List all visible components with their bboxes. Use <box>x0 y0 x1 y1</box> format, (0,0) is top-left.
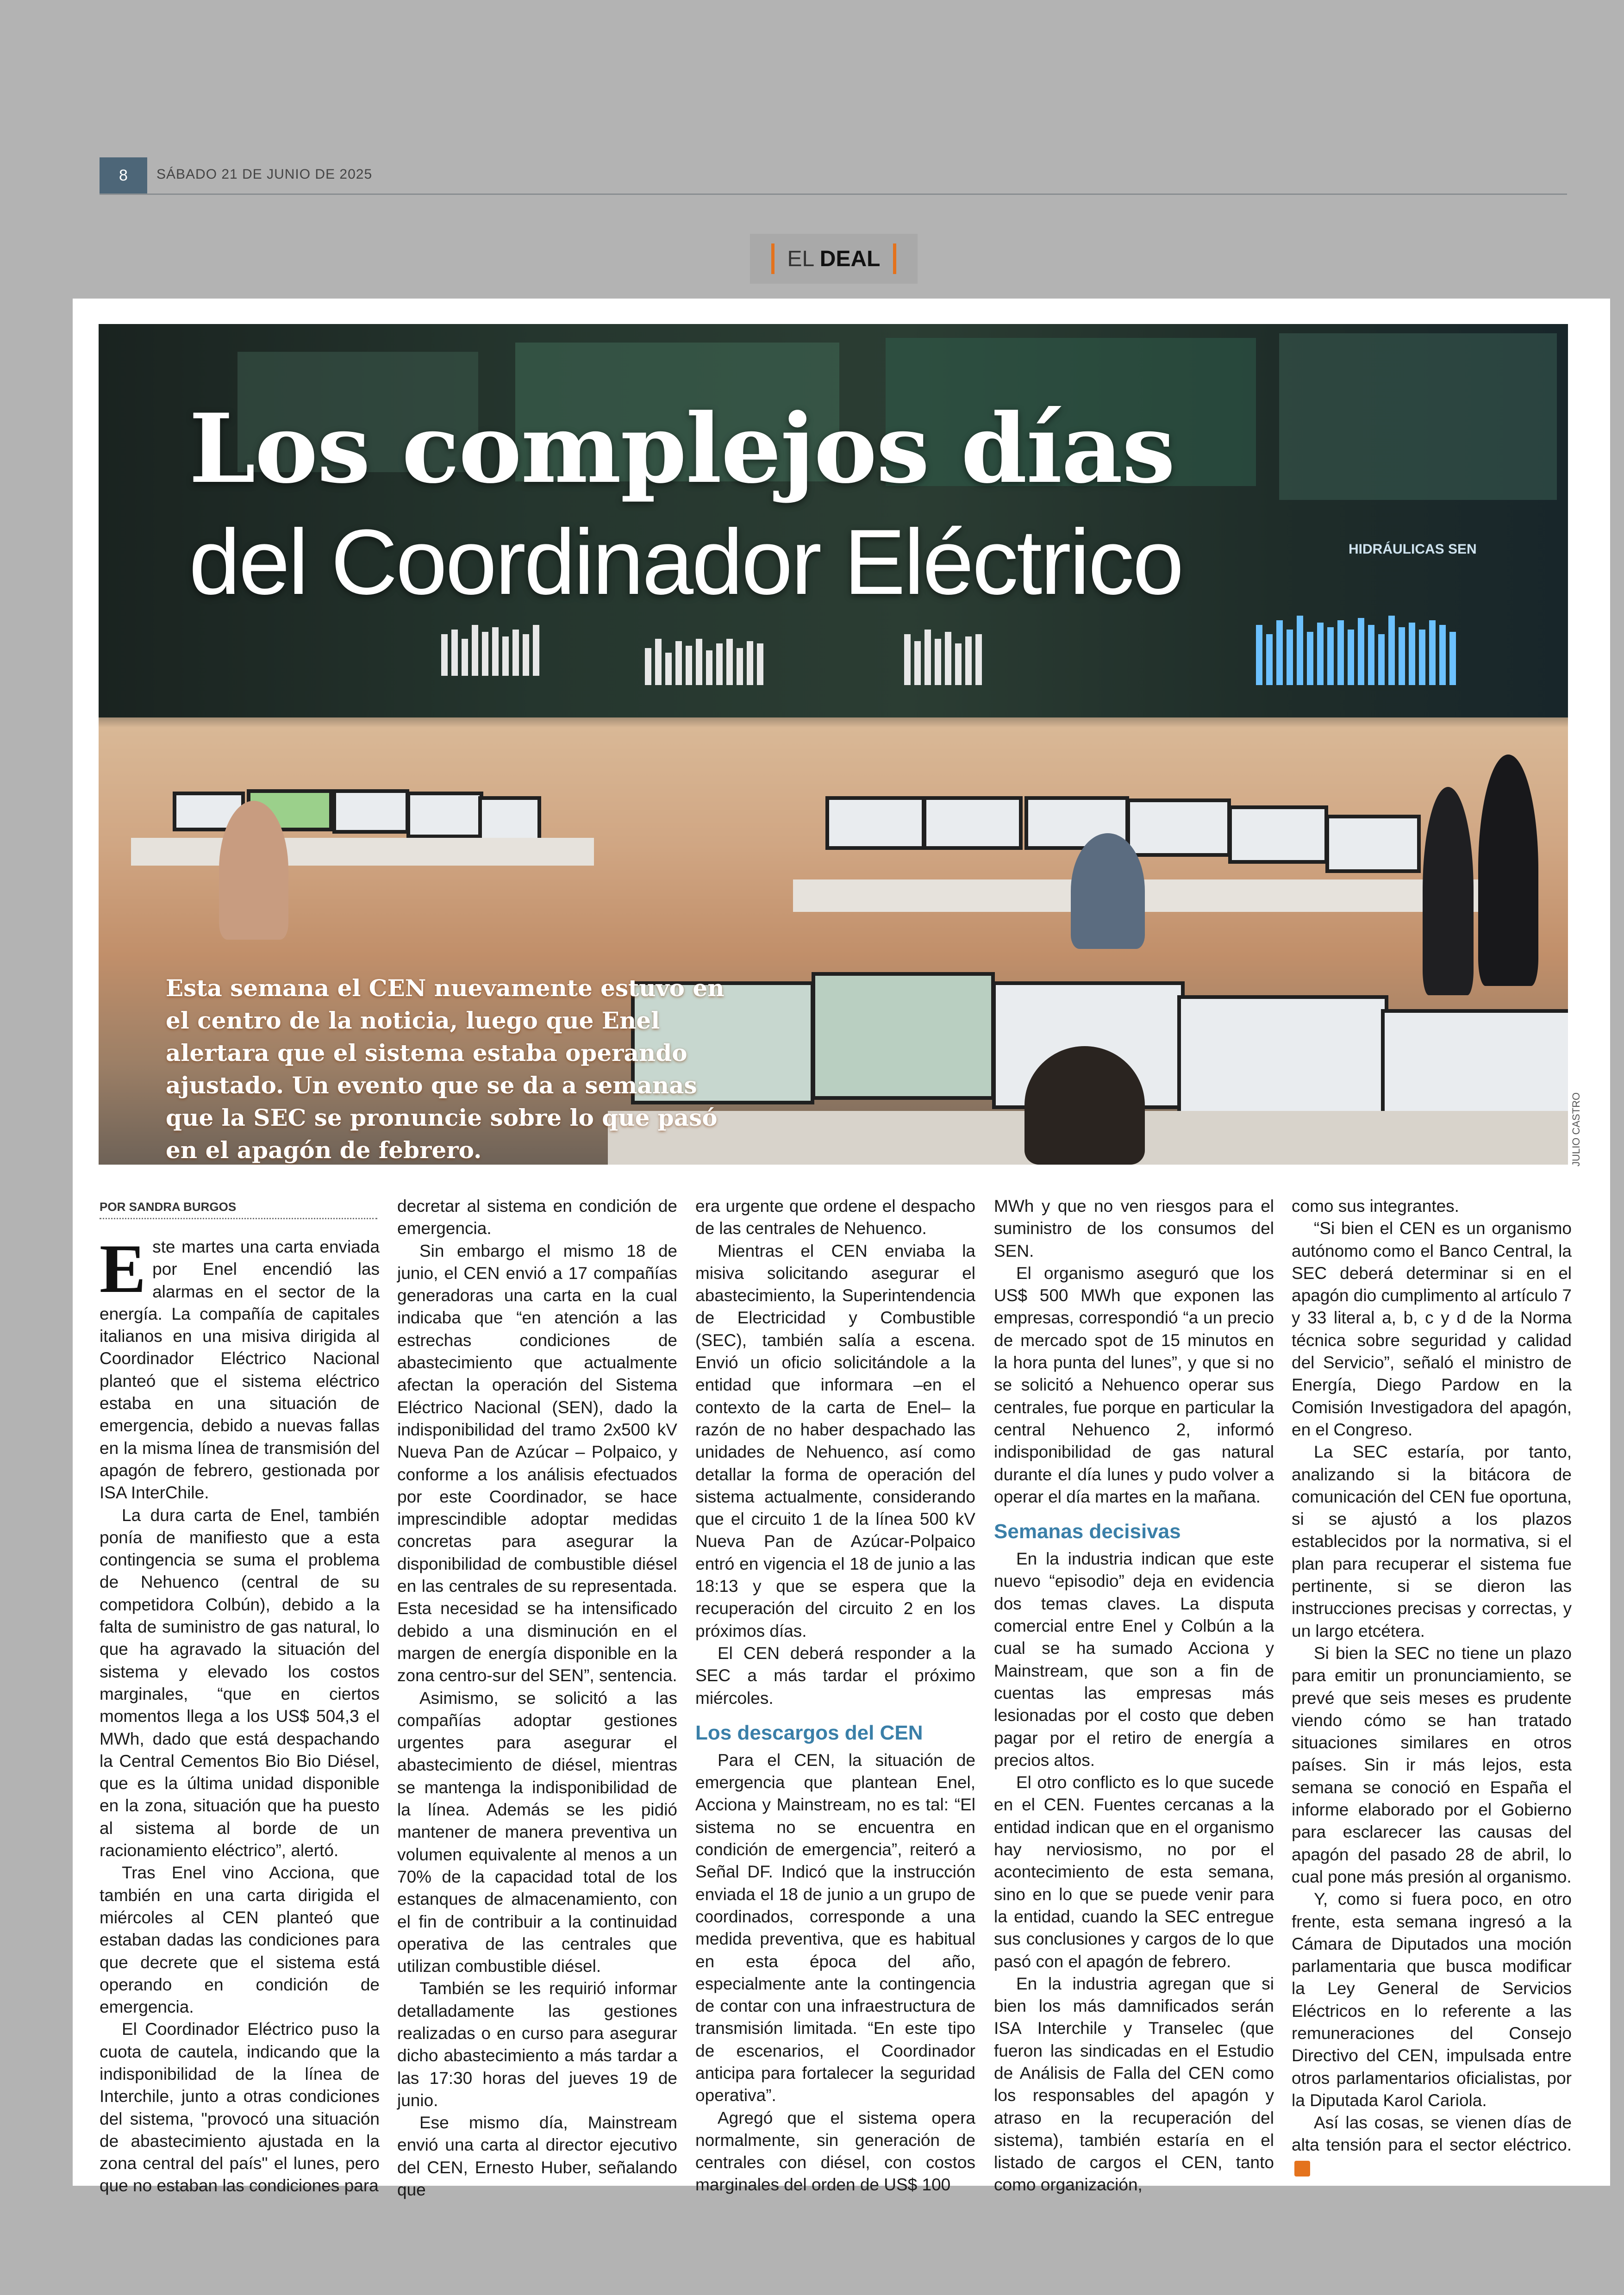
page-date: SÁBADO 21 DE JUNIO DE 2025 <box>156 167 373 182</box>
article-column-4 <box>994 1195 1274 2196</box>
paragraph: Así las cosas, se vienen días de alta tensión para el sector eléctrico. <box>1292 2112 1572 2179</box>
paragraph: “Si bien el CEN es un organismo autónomo como el Banco Central, la SEC deberá determinar si en el apagón dio cumplimento al artículo 7 y 33 literal a, b, c y d de la Norma técnica sobre seguridad y calidad del Servicio”, señaló el ministro de Energía, Diego Pardow en la Comisión Investigadora del apagón, en el Congreso. <box>1292 1219 1572 1439</box>
page-number: 8 <box>100 157 147 193</box>
paragraph: era urgente que ordene el despacho de las centrales de Nehuenco. <box>695 1197 975 1238</box>
paragraph: Este martes una carta enviada por Enel encendió las alarmas en el sector de la energía. La compañía de capitales italianos en una misiva dirigida al Coordinador Eléctrico Nacional planteó que el sistema eléctrico estaba en una situación de emergencia, debido a nuevas fallas en la misma línea de transmisión del apagón de febrero, gestionada por ISA InterChile. <box>100 1230 380 1503</box>
photo-credit: JULIO CASTRO <box>1570 1092 1582 1166</box>
section-label: EL DEAL <box>787 246 881 271</box>
paragraph: Sin embargo el mismo 18 de junio, el CEN envió a 17 compañías generadoras una carta en la cual indicaba que “en atención a las estrechas condiciones de abastecimiento que actualmente afectan la operación del Sistema Eléctrico Nacional (SEN), dado la indisponibilidad del tramo 2x500 kV Nueva Pan de Azúcar – Polpaico, y conforme a los análisis efectuados por este Coordinador, se hace imprescindible adoptar medidas concretas para asegurar la disponibilidad de combustible diésel en las centrales de su representada. Esta necesidad se ha intensificado debido a una disminución en el margen de energía disponible en la zona centro-sur del SEN”, sentencia. <box>397 1241 677 1685</box>
section-tag <box>750 234 918 284</box>
paragraph: El CEN deberá responder a la SEC a más tardar el próximo miércoles. <box>695 1643 975 1708</box>
subheading: Semanas decisivas <box>994 1520 1181 1543</box>
paragraph: Tras Enel vino Acciona, que también en una carta dirigida el miércoles al CEN planteó que estaban dadas las condiciones para que decrete que el sistema está operando en condición de emergencia. <box>100 1863 380 2017</box>
paragraph: También se les requirió informar detalladamente las gestiones realizadas o en curso para asegurar dicho abastecimiento a más tardar a las 17:30 horas del jueves 19 de junio. <box>397 1979 677 2110</box>
paragraph: Mientras el CEN enviaba la misiva solicitando asegurar el abastecimiento, la Superintendencia de Electricidad y Combustible (SEC), también salía a escena. Envió un oficio solicitándole a la entidad que informara –en el contexto de la carta de Enel– la razón de no haber despachado las unidades de Nehuenco, así como detallar la forma de operación del sistema actualmente, considerando que el circuito 1 de la línea 500 kV Nueva Pan de Azúcar-Polpaico entró en vigencia el 18 de junio a las 18:13 y que se espera que la recuperación del circuito 2 en los próximos días. <box>695 1241 975 1640</box>
paragraph: Si bien la SEC no tiene un plazo para emitir un pronunciamiento, se prevé que seis meses es prudente viendo cómo se han tratado situaciones similares en otros países. Sin ir más lejos, esta semana se conoció en España el informe elaborado por el Gobierno para esclarecer las causas del apagón del pasado 28 de abril, lo cual pone más presión al organismo. <box>1292 1643 1572 1886</box>
headline-line-2: del Coordinador Eléctrico <box>189 511 1182 614</box>
section-bar-right <box>893 243 896 274</box>
article-column-5 <box>1292 1195 1572 2179</box>
paragraph: La dura carta de Enel, también ponía de manifiesto que a esta contingencia se suma el problema de Nehuenco (central de su competidora Colbún), debido a la falta de suministro de gas natural, lo que ha agravado la situación del sistema y elevado los costos marginales, “que en ciertos momentos llega a los US$ 504,3 el MWh, dado que está despachando la Central Cementos Bio Bio Diésel, que es la última unidad disponible en la zona, situación que ha puesto al sistema al borde de un racionamiento eléctrico”, alertó. <box>100 1505 380 1860</box>
paragraph: Para el CEN, la situación de emergencia que plantean Enel, Acciona y Mainstream, no es tal: “El sistema no se encuentra en condición de emergencia”, reiteró a Señal DF. Indicó que la instrucción enviada el 18 de junio a un grupo de coordinados, corresponde a una medida preventiva, que es habitual en esta época del año, especialmente ante la contingencia de contar con una infraestructura de transmisión limitada. “En este tipo de escenarios, el Coordinador anticipa para fortalecer la seguridad operativa”. <box>695 1750 975 2105</box>
header-rule <box>100 193 1567 195</box>
paragraph: como sus integrantes. <box>1292 1197 1459 1216</box>
article-column-2 <box>397 1195 677 2201</box>
paragraph: decretar al sistema en condición de emergencia. <box>397 1197 677 1238</box>
hero-photo <box>99 324 1568 1165</box>
paragraph: El Coordinador Eléctrico puso la cuota de cautela, indicando que la indisponibilidad de la línea de Interchile, junto a otras condiciones del sistema, "provocó una situación de abastecimiento ajustada en la zona central del país" el lunes, pero que no estaban las condiciones para <box>100 2020 380 2195</box>
paragraph: MWh y que no ven riesgos para el suministro de los consumos del SEN. <box>994 1197 1274 1260</box>
article-column-3 <box>695 1195 975 2196</box>
paragraph: La SEC estaría, por tanto, analizando si la bitácora de comunicación del CEN fue oportuna, si se ajustó a los plazos establecidos por la normativa, si el plan para recuperar el sistema fue pertinente, si se dieron las instrucciones precisas y correctas, y un largo etcétera. <box>1292 1442 1572 1640</box>
paragraph: El organismo aseguró que los US$ 500 MWh que exponen las empresas, correspondió “a un precio de mercado spot de 15 minutos en la hora punta del lunes”, y que si no se solicitó a Nehuenco operar sus centrales, fue porque en particular la central Nehuenco 2, informó indisponibilidad de gas natural durante el día lunes y pudo volver a operar el día martes en la mañana. <box>994 1263 1274 1506</box>
paragraph: Asimismo, se solicitó a las compañías adoptar gestiones urgentes para asegurar el abastecimiento de diésel, mientras se mantenga la indisponibilidad de la línea. Además se les pidió mantener de manera preventiva un volumen equivalente al menos a un 70% de la capacidad total de los estanques de almacenamiento, con el fin de contribuir a la continuidad operativa de las centrales que utilizan combustible diésel. <box>397 1688 677 1976</box>
paragraph: En la industria indican que este nuevo “episodio” deja en evidencia dos temas claves. La disputa comercial entre Enel y Colbún a la cual se ha sumado Acciona y Mainstream, que son a fin de cuentas las empresas más lesionadas por el costo que deben pagar por el retiro de energía a precios altos. <box>994 1549 1274 1770</box>
paragraph: Agregó que el sistema opera normalmente, sin generación de centrales con diésel, con costos marginales del orden de US$ 100 <box>695 2108 975 2195</box>
byline: POR SANDRA BURGOS <box>100 1200 377 1219</box>
videowall-label: HIDRÁULICAS SEN <box>1349 542 1477 557</box>
paragraph: En la industria agregan que si bien los más damnificados serán ISA Interchile y Transelec (que fueron las sindicadas en el Estudio de Análisis de Falla del CEN como los responsables del apagón y atraso en la recuperación del sistema), también estaría en el listado de cargos el CEN, tanto como organización, <box>994 1974 1274 2195</box>
paragraph: Y, como si fuera poco, en otro frente, esta semana ingresó a la Cámara de Diputados una moción parlamentaria que busca modificar la Ley General de Servicios Eléctricos en lo referente a las remuneraciones del Consejo Directivo del CEN, impulsada entre otros parlamentarios oficialistas, por la Diputada Karol Cariola. <box>1292 1890 1572 2110</box>
end-of-article-icon <box>1294 2161 1310 2177</box>
photo-caption: Esta semana el CEN nuevamente estuvo en el centro de la noticia, luego que Enel alertara que el sistema estaba operando ajustado. Un evento que se da a semanas que la SEC se pronuncie sobre lo que pasó en el apagón de febrero. <box>166 974 725 1164</box>
drop-cap: E <box>100 1230 146 1307</box>
paragraph: El otro conflicto es lo que sucede en el CEN. Fuentes cercanas a la entidad indican que en el organismo hay nerviosismo, no por el acontecimiento de esta semana, sino en lo que se puede venir para la entidad, cuando la SEC entregue sus conclusiones y cargos de lo que pasó con el apagón de febrero. <box>994 1773 1274 1971</box>
headline-line-1: Los complejos días <box>189 393 1174 505</box>
section-bar-left <box>771 243 775 274</box>
article-column-1 <box>100 1230 380 2197</box>
subheading: Los descargos del CEN <box>695 1721 923 1744</box>
paragraph: Ese mismo día, Mainstream envió una carta al director ejecutivo del CEN, Ernesto Huber, señalando que <box>397 2113 677 2200</box>
